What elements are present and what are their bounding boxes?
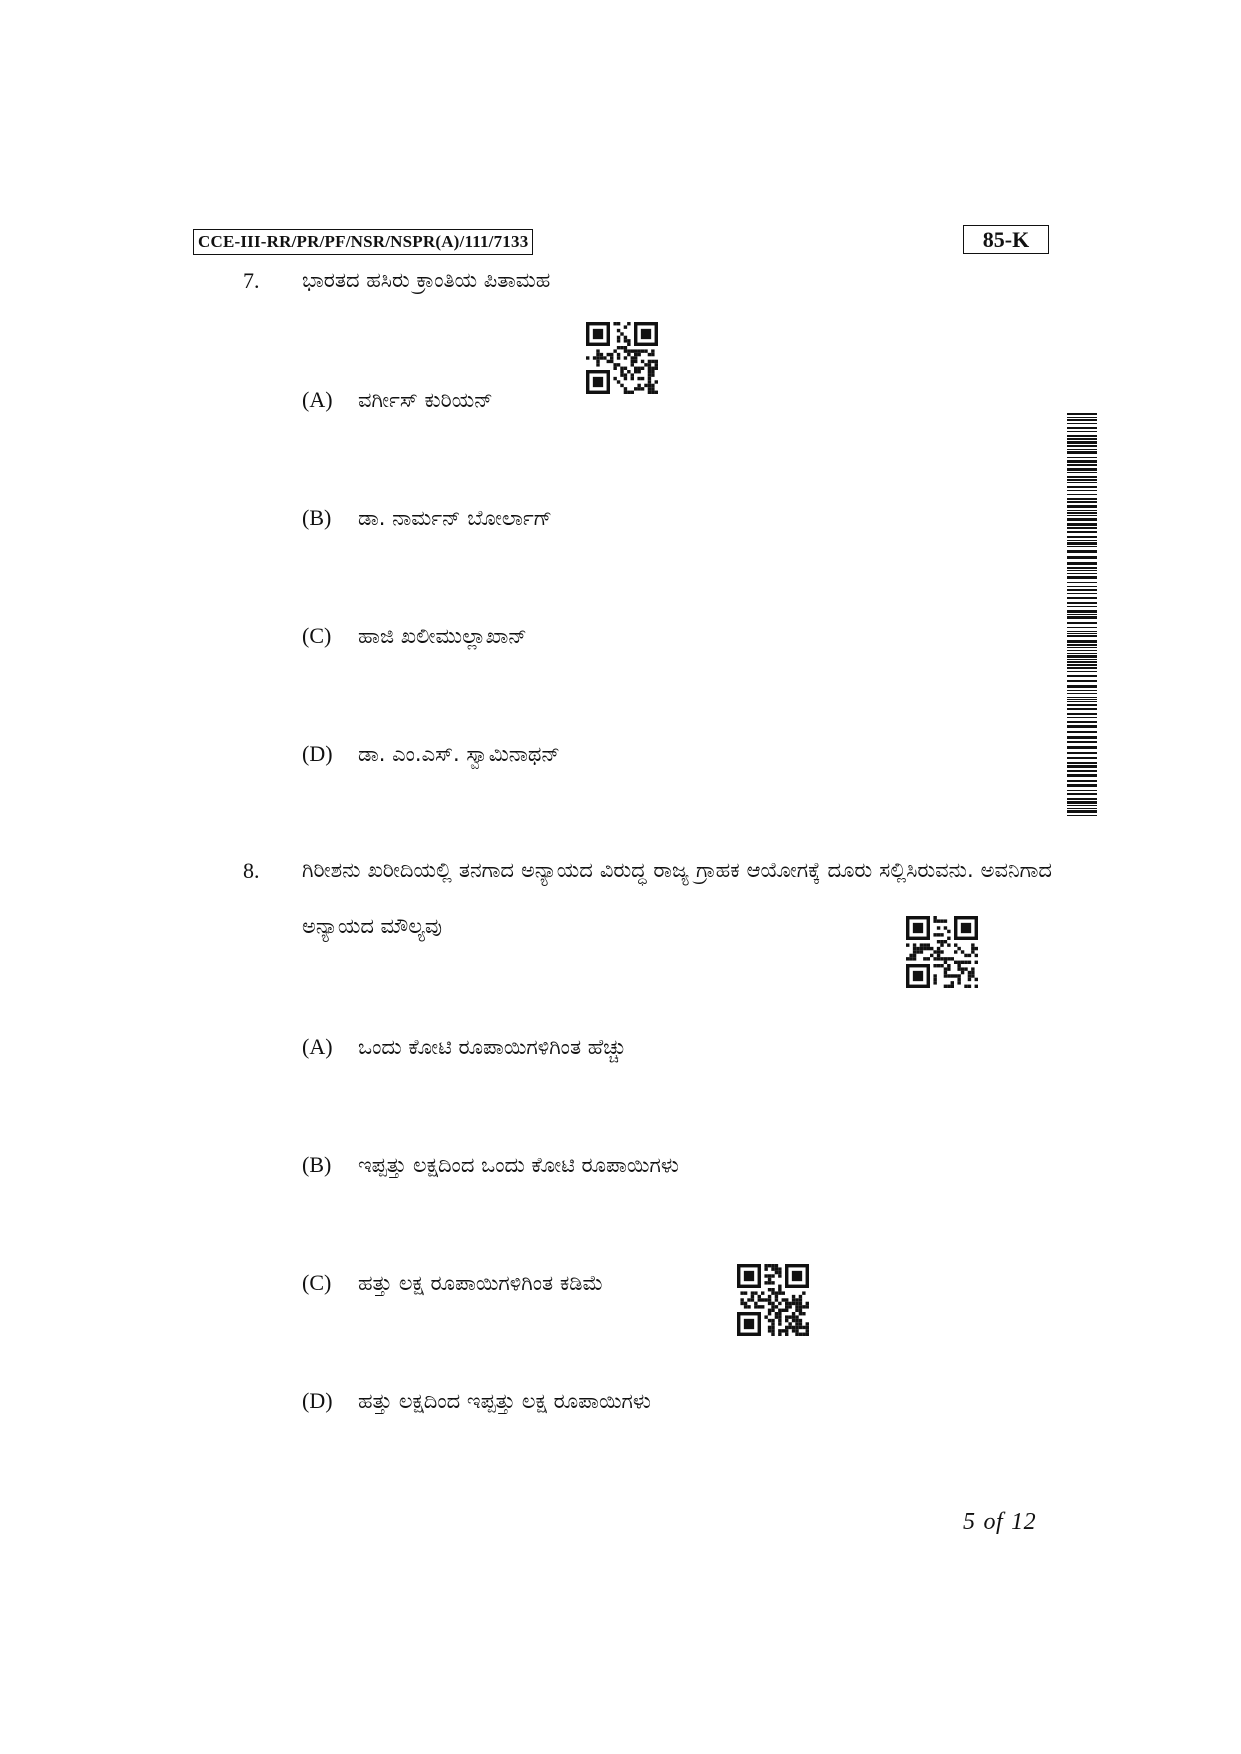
question-8-option-b (302, 1152, 679, 1178)
paper-code: CCE-III-RR/PR/PF/NSR/NSPR(A)/111/7133 (193, 229, 533, 255)
option-label: (C) (302, 623, 332, 648)
option-text: ಇಪ್ಪತ್ತು ಲಕ್ಷದಿಂದ ಒಂದು ಕೋಟಿ ರೂಪಾಯಿಗಳು (358, 1153, 679, 1177)
page-total: 12 (1011, 1509, 1037, 1535)
qr-code-icon (737, 1264, 809, 1336)
question-7-option-a (302, 387, 493, 413)
option-text: ಒಂದು ಕೋಟಿ ರೂಪಾಯಿಗಳಿಗಿಂತ ಹೆಚ್ಚು (358, 1035, 627, 1059)
page-of: of (983, 1509, 1004, 1535)
question-8-text: ಗಿರೀಶನು ಖರೀದಿಯಲ್ಲಿ ತನಗಾದ ಅನ್ಯಾಯದ ವಿರುದ್ಧ ರಾಜ್ಯ ಗ್ರಾಹಕ ಆಯೋಗಕ್ಕೆ ದೂರು ಸಲ್ಲಿಸಿರುವನು. ಅವನಿಗಾದ ಅನ್ಯಾಯದ ಮೌಲ್ಯವು (302, 858, 1052, 938)
option-label: (A) (302, 1034, 333, 1059)
option-label: (A) (302, 387, 333, 412)
option-label: (C) (302, 1270, 332, 1295)
option-label: (D) (302, 741, 333, 766)
option-label: (D) (302, 1388, 333, 1413)
option-text: ಡಾ. ನಾರ್ಮನ್ ಬೋರ್ಲಾಗ್ (358, 506, 552, 530)
barcode-icon (1067, 413, 1097, 817)
option-label: (B) (302, 505, 332, 530)
option-label: (B) (302, 1152, 332, 1177)
question-8-option-a (302, 1034, 626, 1060)
page-number (963, 1509, 1044, 1536)
question-8-number: 8. (243, 858, 260, 883)
paper-set-code: 85-K (963, 225, 1049, 254)
option-text: ಹತ್ತು ಲಕ್ಷದಿಂದ ಇಪ್ಪತ್ತು ಲಕ್ಷ ರೂಪಾಯಿಗಳು (358, 1389, 651, 1413)
question-7-number: 7. (243, 268, 260, 293)
option-text: ವರ್ಗೀಸ್ ಕುರಿಯನ್ (358, 388, 493, 412)
question-7-option-b (302, 505, 552, 531)
question-7-text: ಭಾರತದ ಹಸಿರು ಕ್ರಾಂತಿಯ ಪಿತಾಮಹ (302, 268, 551, 292)
page-current: 5 (963, 1509, 976, 1535)
question-7-option-d (302, 741, 560, 767)
question-8-option-d (302, 1388, 651, 1414)
question-8-option-c (302, 1270, 603, 1296)
option-text: ಡಾ. ಎಂ.ಎಸ್. ಸ್ವಾಮಿನಾಥನ್ (358, 742, 560, 766)
question-7-option-c (302, 623, 527, 649)
option-text: ಹತ್ತು ಲಕ್ಷ ರೂಪಾಯಿಗಳಿಗಿಂತ ಕಡಿಮೆ (358, 1271, 604, 1295)
qr-code-icon (906, 916, 978, 988)
qr-code-icon (586, 322, 658, 394)
option-text: ಹಾಜಿ ಖಲೀಮುಲ್ಲಾಖಾನ್ (358, 624, 527, 648)
